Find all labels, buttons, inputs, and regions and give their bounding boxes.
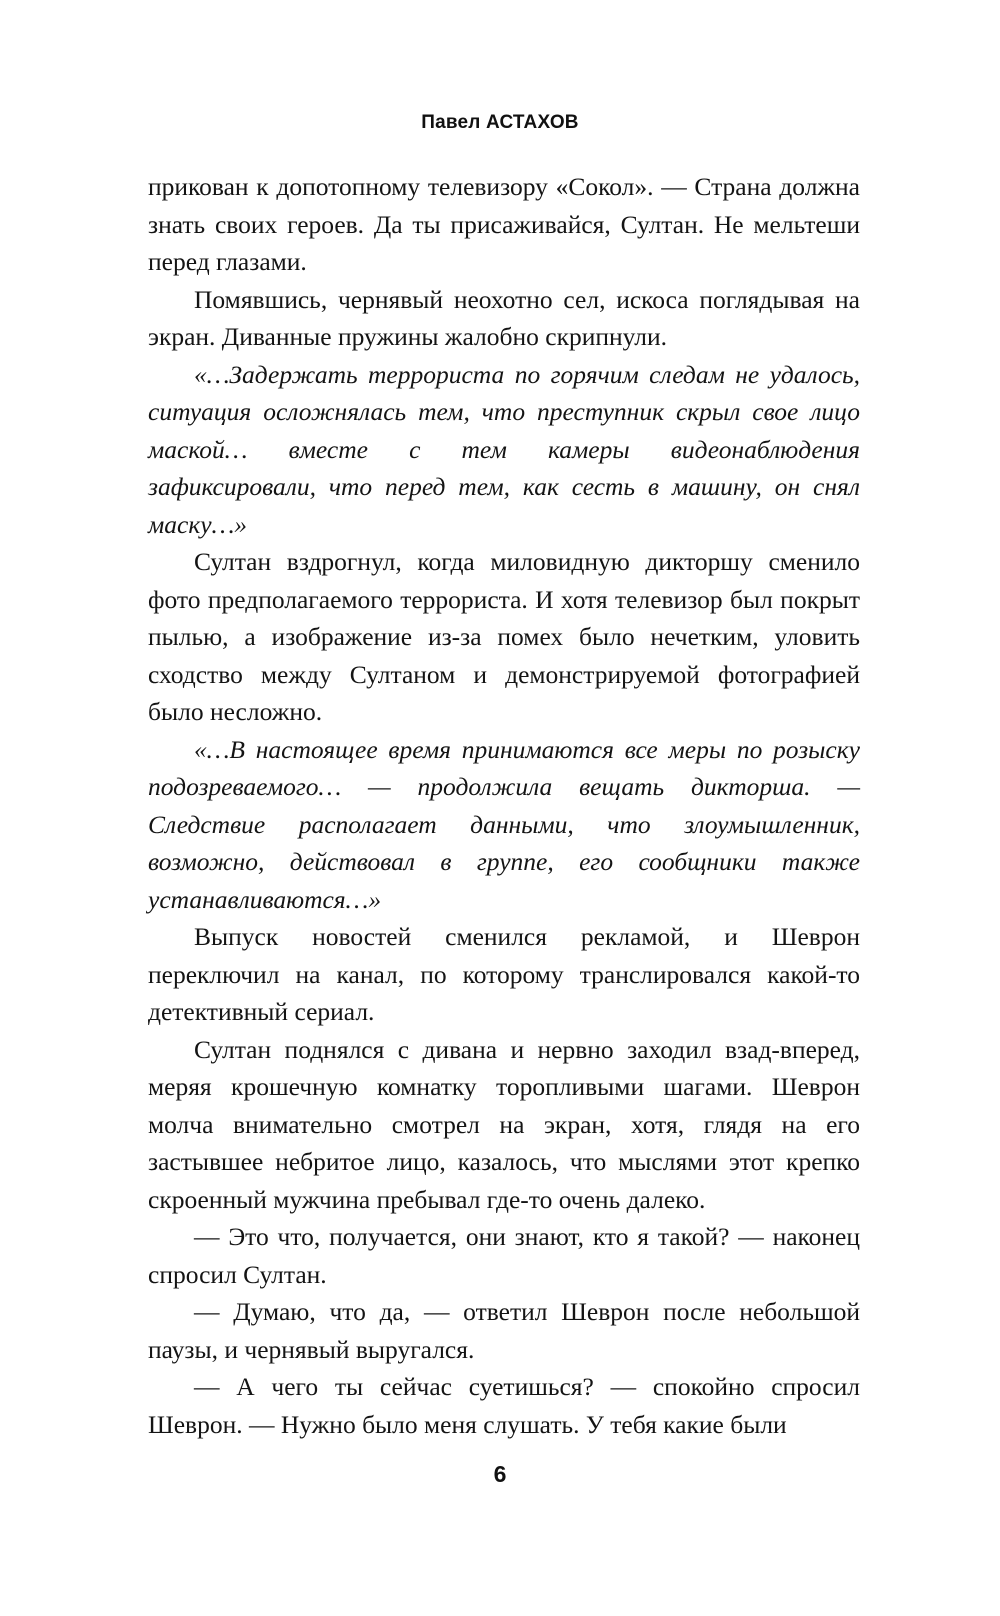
paragraph: Выпуск новостей сменился рекламой, и Шеврон переключил на канал, по которому транслировался какой-то детективный сериал. <box>148 922 860 1026</box>
paragraph: Султан вздрогнул, когда миловидную дикторшу сменило фото предполагаемого террориста. И хотя телевизор был покрыт пылью, а изображение из-за помех было нечетким, уловить сходство между Султаном и демонстрируемой фотографией было несложно. <box>148 547 860 726</box>
paragraph-dialogue: — А чего ты сейчас суетишься? — спокойно спросил Шеврон. — Нужно было меня слушать. У тебя какие были <box>148 1372 860 1439</box>
running-head: Павел АСТАХОВ <box>421 112 579 133</box>
paragraph: Султан поднялся с дивана и нервно заходил взад-вперед, меряя крошечную комнатку торопливыми шагами. Шеврон молча внимательно смотрел на экран, хотя, глядя на его застывшее небритое лицо, казалось, что мыслями этот крепко скроенный мужчина пребывал где-то очень далеко. <box>148 1034 860 1214</box>
paragraph-broadcast-quote: «…Задержать террориста по горячим следам не удалось, ситуация осложнялась тем, что преступник скрыл свое лицо маской… вместе с тем камеры видеонаблюдения зафиксировали, что перед тем, как сесть в машину, он снял маску…» <box>148 359 860 539</box>
page-number: 6 <box>493 1461 507 1487</box>
paragraph-dialogue: — Думаю, что да, — ответил Шеврон после небольшой паузы, и чернявый выругался. <box>148 1297 860 1364</box>
paragraph: Помявшись, чернявый неохотно сел, искоса поглядывая на экран. Диванные пружины жалобно скрипнули. <box>148 284 860 351</box>
body-text <box>148 168 860 1443</box>
paragraph: прикован к допотопному телевизору «Сокол». — Страна должна знать своих героев. Да ты присаживайся, Султан. Не мельтеши перед глазами. <box>148 172 860 276</box>
paragraph-dialogue: — Это что, получается, они знают, кто я такой? — наконец спросил Султан. <box>148 1222 860 1289</box>
paragraph-broadcast-quote: «…В настоящее время принимаются все меры по розыску подозреваемого… — продолжила вещать дикторша. — Следствие располагает данными, что злоумышленник, возможно, действовал в группе, его сообщники также устанавливаются…» <box>148 734 860 914</box>
